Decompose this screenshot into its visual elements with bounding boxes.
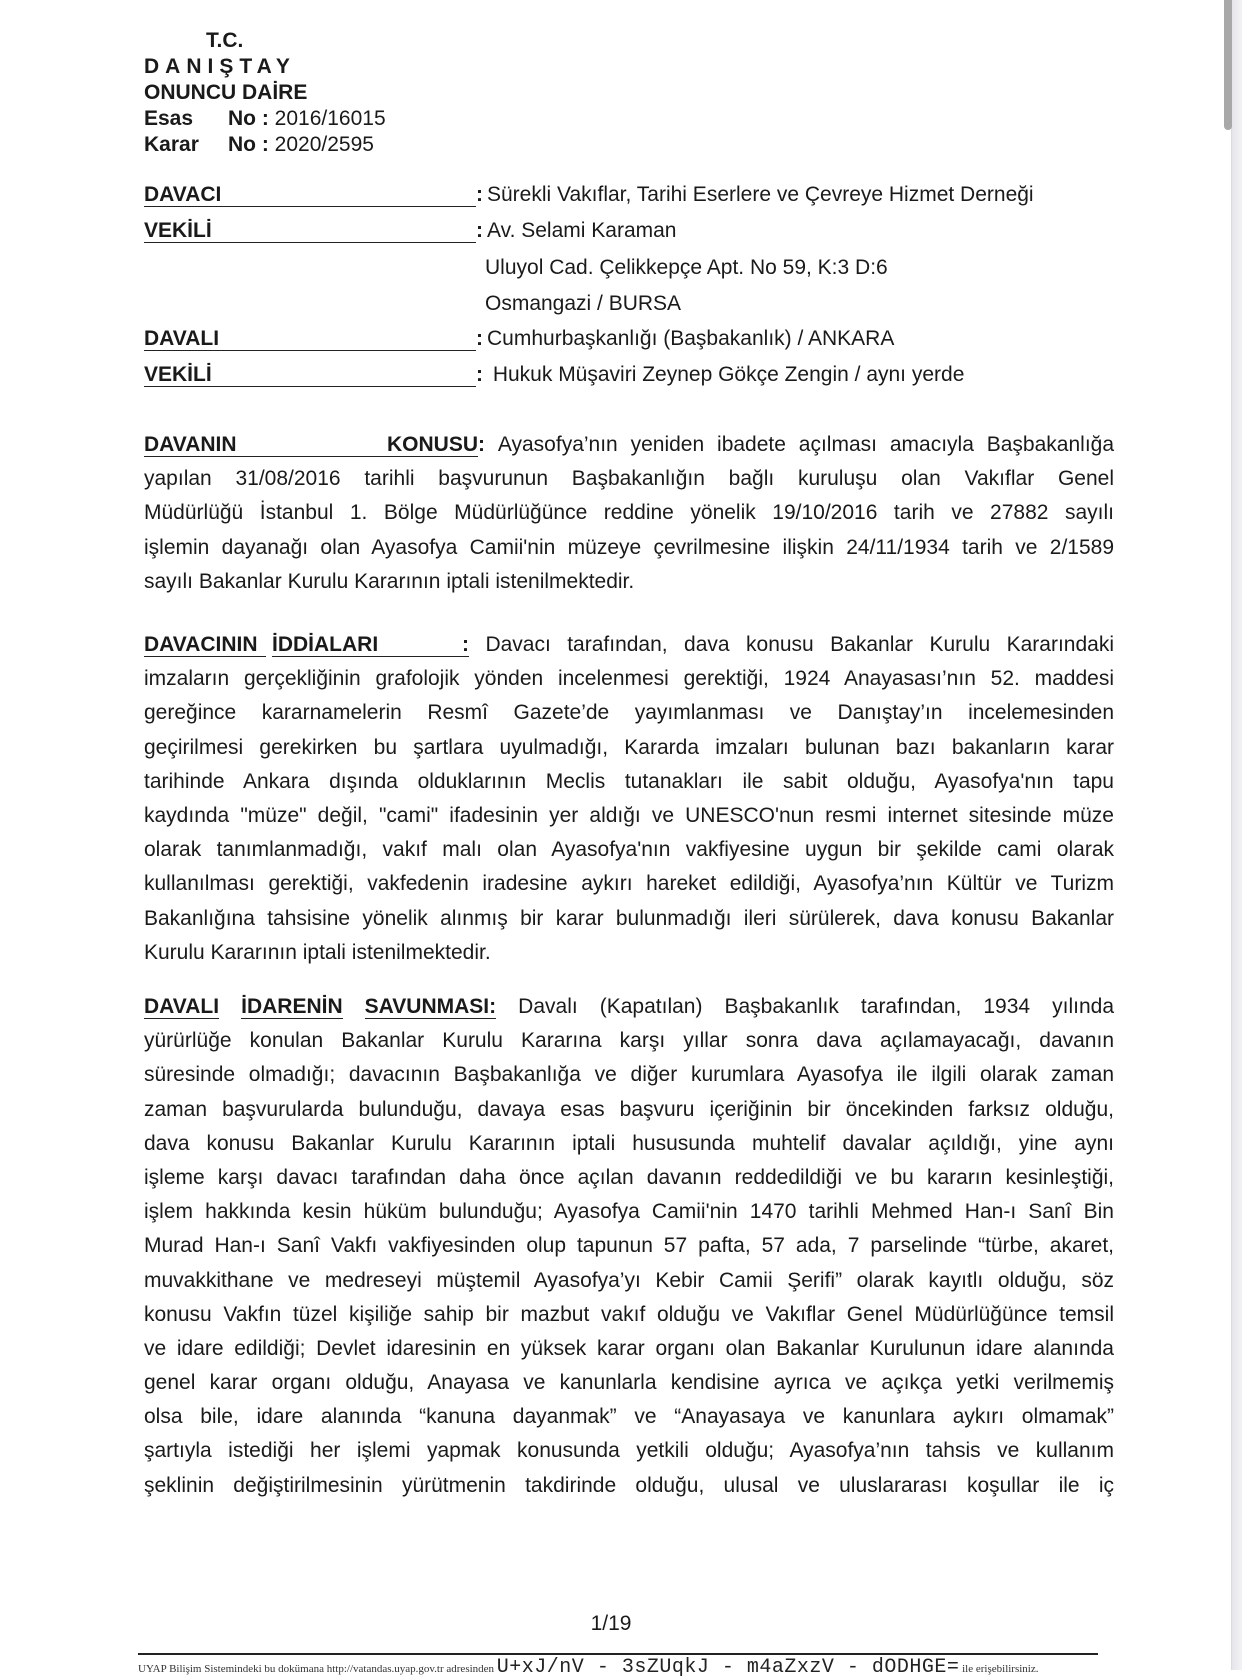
- party-davaci-vekili: VEKİLİ : Av. Selami Karaman: [144, 219, 677, 242]
- footer-suffix: ile erişebilirsiniz.: [962, 1663, 1039, 1675]
- text-line: zaman başvurularda bulunduğu, davaya esas başvuru içeriğinin bir öncekinden farksız olduğu,: [144, 1097, 1114, 1121]
- footer-verification: [138, 1656, 1138, 1679]
- text-line: Bakanlığına tahsisine yönelik alınmış bir karar bulunmadığı ileri sürülerek, dava konusu Bakanlar: [144, 906, 1114, 930]
- section-label: DAVANIN KONUSU: [144, 433, 478, 456]
- text-line: Müdürlüğü İstanbul 1. Bölge Müdürlüğünce reddine yönelik 19/10/2016 tarih ve 27882 sayılı: [144, 501, 1114, 525]
- party-label: DAVACI: [144, 184, 476, 207]
- header-chamber: ONUNCU DAİRE: [144, 81, 308, 104]
- no-label: No :: [228, 107, 269, 130]
- section-label: İDARENİN: [241, 995, 343, 1018]
- section-davacinin-iddialari: [144, 628, 1114, 970]
- section-label: İDDİALARI: [272, 634, 462, 657]
- text-line: işleme karşı davacı tarafından daha önce açılan davanın reddedildiği ve bu kararın kesinleştiği,: [144, 1165, 1114, 1189]
- section-first-line: DAVACININ İDDİALARI : Davacı tarafından, dava konusu Bakanlar Kurulu Kararındaki: [144, 633, 1114, 656]
- party-label: DAVALI: [144, 328, 476, 351]
- text-line: Murad Han-ı Sanî Vakfı vakfiyesinden olup tapunun 57 pafta, 57 ada, 7 parselinde “türbe, akaret,: [144, 1234, 1114, 1258]
- section-label: DAVALI: [144, 995, 220, 1018]
- text-line: genel karar organı olduğu, Anayasa ve kanunlarla kendisine ayrıca ve açıkça yetki verilmemiş: [144, 1371, 1114, 1395]
- karar-label: Karar: [144, 133, 199, 156]
- party-label: VEKİLİ: [144, 220, 476, 243]
- section-label: DAVACININ: [144, 634, 266, 657]
- header-court-name: DANIŞTAY: [144, 55, 296, 78]
- text-line: kullanılması gerektiği, vakfedenin iradesine aykırı hareket edildiği, Ayasofya’nın Kültür ve Turizm: [144, 872, 1114, 896]
- party-address-line: Osmangazi / BURSA: [485, 292, 682, 315]
- text-line: tarihinde Ankara dışında olduklarının Meclis tutanakları ile sabit olduğu, Ayasofya'nın tapu: [144, 769, 1114, 793]
- text-line: olarak tanımlanmadığı, vakıf malı olan Ayasofya'nın vakfiyesine uygun bir şekilde cami olarak: [144, 838, 1114, 862]
- text-line: gereğince kararnamelerin Resmî Gazete’de yayımlanması ve Danıştay’ın incelemesinden: [144, 701, 1114, 725]
- text-line: şartıyla istediği her işlemi yapmak konusunda yetkili olduğu; Ayasofya’nın tahsis ve kullanım: [144, 1439, 1114, 1463]
- party-davaci: DAVACI : Sürekli Vakıflar, Tarihi Eserlere ve Çevreye Hizmet Derneği: [144, 183, 1034, 206]
- text-line: ve idare edildiği; Devlet idaresinin en yüksek karar organı olan Bakanlar Kurulunun idare alanında: [144, 1336, 1114, 1360]
- scrollbar-thumb[interactable]: [1224, 0, 1232, 130]
- header-tc: T.C.: [206, 29, 244, 52]
- party-value: Sürekli Vakıflar, Tarihi Eserlere ve Çevreye Hizmet Derneği: [487, 183, 1034, 206]
- header-karar-no: [144, 132, 374, 158]
- text-line: yapılan 31/08/2016 tarihli başvurunun Başbakanlığın bağlı kuruluşu olan Vakıflar Genel: [144, 467, 1114, 491]
- text-line: işlemin dayanağı olan Ayasofya Camii'nin müzeye çevrilmesine ilişkin 24/11/1934 tarih ve 2/1589: [144, 535, 1114, 559]
- party-value: Cumhurbaşkanlığı (Başbakanlık) / ANKARA: [487, 327, 895, 350]
- section-first-line: DAVANIN KONUSU: Ayasofya’nın yeniden ibadete açılması amacıyla Başbakanlığa: [144, 433, 1115, 456]
- no-label: No :: [228, 133, 269, 156]
- karar-number: 2020/2595: [274, 133, 374, 156]
- text-line: imzaların gerçekliğinin grafolojik yönden incelenmesi gerektiği, 1924 Anayasası’nın 52. maddesi: [144, 667, 1114, 691]
- text-line: Kurulu Kararının iptali istenilmektedir.: [144, 940, 491, 964]
- party-davali-vekili: VEKİLİ : Hukuk Müşaviri Zeynep Gökçe Zengin / aynı yerde: [144, 363, 965, 386]
- text-line: geçirilmesi gerekirken bu şartlara uyulmadığı, Kararda imzaları bulunan bazı bakanların karar: [144, 735, 1114, 759]
- section-label: SAVUNMASI:: [364, 995, 497, 1018]
- text-line: yürürlüğe konulan Bakanlar Kurulu Kararına karşı yıllar sonra dava açılamayacağı, davanın: [144, 1029, 1114, 1053]
- party-label: VEKİLİ: [144, 364, 476, 387]
- text-line: kaydında "müze" değil, "cami" ifadesinin yer aldığı ve UNESCO'nun resmi internet sitesinde müze: [144, 803, 1114, 827]
- section-davanin-konusu: [144, 428, 1114, 599]
- header-esas-no: [144, 106, 386, 132]
- party-davali: DAVALI : Cumhurbaşkanlığı (Başbakanlık) / ANKARA: [144, 327, 895, 350]
- verification-code: U+xJ/nV - 3sZUqkJ - m4aZxzV - dODHGE=: [496, 1656, 960, 1679]
- text-line: konusu Vakfın tüzel kişiliğe sahip bir mazbut vakıf olduğu ve Vakıflar Genel Müdürlüğünce temsil: [144, 1302, 1114, 1326]
- text-line: sayılı Bakanlar Kurulu Kararının iptali istenilmektedir.: [144, 569, 635, 593]
- footer-prefix: UYAP Bilişim Sistemindeki bu dokümana http://vatandas.uyap.gov.tr adresinden: [138, 1663, 495, 1675]
- text-line: olsa bile, idare alanında “kanuna dayanmak” ve “Anayasaya ve kanunlara aykırı olmamak”: [144, 1405, 1114, 1429]
- party-value: Hukuk Müşaviri Zeynep Gökçe Zengin / aynı yerde: [487, 363, 965, 386]
- section-davali-idarenin-savunmasi: [144, 990, 1114, 1503]
- esas-label: Esas: [144, 107, 194, 130]
- text-line: işlem hakkında kesin hüküm bulunduğu; Ayasofya Camii'nin 1470 tarihli Mehmed Han-ı Sanî Bin: [144, 1200, 1114, 1224]
- text-line: şeklinin değiştirilmesinin yürütmenin takdirinde olduğu, ulusal ve uluslararası koşullar ile iç: [144, 1473, 1114, 1497]
- esas-number: 2016/16015: [274, 107, 386, 130]
- party-value: Av. Selami Karaman: [487, 219, 677, 242]
- page-number: 1/19: [590, 1612, 632, 1635]
- section-first-line: DAVALI İDARENİN SAVUNMASI: Davalı (Kapatılan) Başbakanlık tarafından, 1934 yılında: [144, 995, 1114, 1018]
- text-line: süresinde olmadığı; davacının Başbakanlığa ve diğer kurumlara Ayasofya ile ilgili olarak zaman: [144, 1063, 1114, 1087]
- footer-divider: [138, 1653, 1098, 1655]
- scrollbar-track[interactable]: [1231, 0, 1242, 1670]
- party-address-line: Uluyol Cad. Çelikkepçe Apt. No 59, K:3 D:6: [485, 256, 888, 279]
- text-line: muvakkithane ve medreseyi müştemil Ayasofya’yı Kebir Camii Şerifi” olarak kayıtlı olduğu, söz: [144, 1268, 1114, 1292]
- text-line: dava konusu Bakanlar Kurulu Kararının iptali hususunda muhtelif davalar açıldığı, yine aynı: [144, 1131, 1114, 1155]
